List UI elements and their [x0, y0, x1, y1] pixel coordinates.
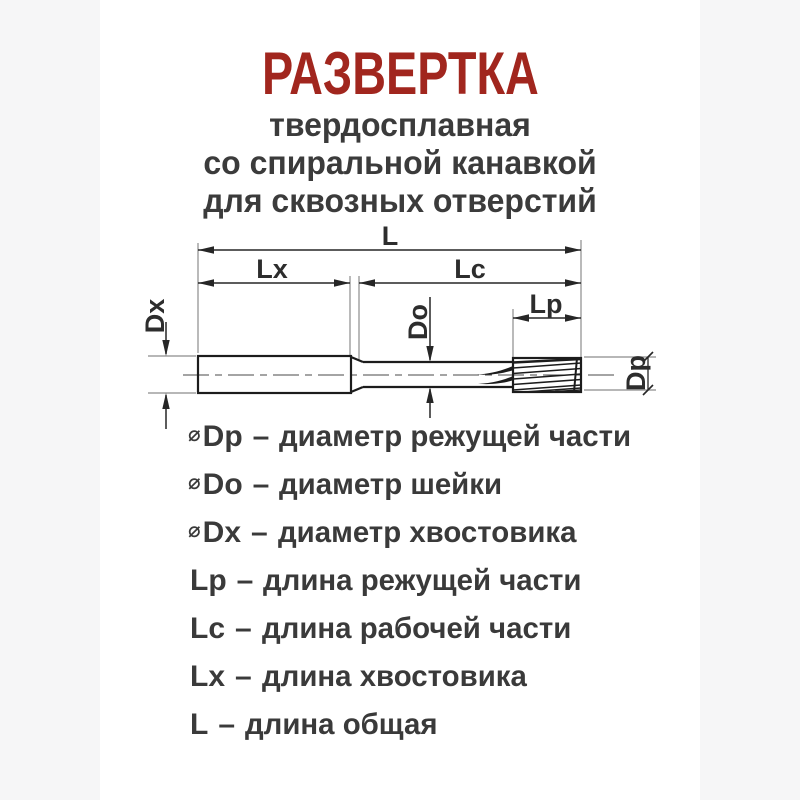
legend-separator: –	[218, 708, 236, 741]
legend-symbol: Lp	[190, 564, 227, 597]
reamer-technical-drawing	[100, 221, 700, 435]
legend-separator: –	[252, 468, 270, 501]
subtitle-block	[100, 106, 700, 220]
legend-separator: –	[252, 420, 270, 453]
legend-symbol: L	[190, 708, 209, 741]
diameter-sign-icon: ⌀	[188, 470, 201, 494]
label-shank-length: Lx	[256, 254, 288, 284]
legend-separator: –	[251, 516, 268, 549]
legend	[188, 413, 639, 749]
product-card	[100, 0, 700, 800]
label-working-length: Lc	[454, 254, 486, 284]
legend-separator: –	[235, 660, 252, 693]
legend-symbol: Dp	[202, 420, 243, 453]
legend-item-lc	[188, 605, 639, 653]
dimension-labels	[140, 221, 651, 391]
label-neck-diameter: Do	[403, 304, 433, 340]
legend-item-do	[188, 461, 639, 509]
legend-description: длина общая	[245, 708, 438, 741]
legend-item-lp	[188, 557, 639, 605]
legend-separator: –	[235, 612, 252, 645]
extension-lines	[148, 240, 656, 393]
flute-runout-upper	[477, 366, 513, 375]
legend-item-dx	[188, 509, 639, 557]
legend-symbol: Dx	[202, 516, 242, 549]
legend-item-l	[188, 701, 639, 749]
page-title	[100, 42, 700, 105]
label-cutting-length: Lp	[529, 289, 563, 319]
legend-symbol: Do	[202, 468, 243, 501]
legend-symbol: Lx	[190, 660, 226, 693]
page-title-text: РАЗВЕРТКА	[261, 40, 539, 107]
legend-description: длина режущей части	[263, 564, 582, 597]
legend-item-lx	[188, 653, 639, 701]
legend-separator: –	[236, 564, 254, 597]
subtitle-line-3: для сквозных отверстий	[203, 182, 597, 219]
legend-description: длина хвостовика	[261, 660, 527, 693]
legend-symbol: Lc	[190, 612, 226, 645]
flute-runout-lower	[478, 376, 513, 384]
subtitle-line-2: со спиральной канавкой	[203, 144, 597, 181]
label-shank-diameter: Dx	[140, 298, 170, 334]
legend-description: длина рабочей части	[261, 612, 572, 645]
legend-item-dp	[188, 413, 639, 461]
diameter-sign-icon: ⌀	[188, 422, 201, 446]
subtitle-line-1: твердосплавная	[269, 106, 531, 143]
label-overall-length: L	[381, 221, 399, 251]
legend-description: диаметр шейки	[279, 468, 503, 501]
label-cutting-diameter: Dp	[621, 355, 651, 391]
legend-description: диаметр хвостовика	[277, 516, 577, 549]
legend-description: диаметр режущей части	[279, 420, 632, 453]
diameter-sign-icon: ⌀	[188, 518, 201, 542]
